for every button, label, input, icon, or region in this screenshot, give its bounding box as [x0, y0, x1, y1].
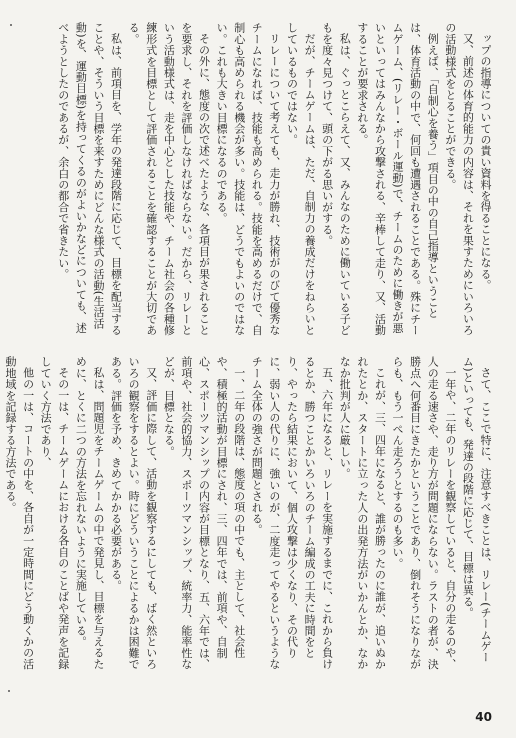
paragraph: これが、三、四年になると、誰が勝ったのに誰が、追いぬかれたとか、スタートに立った人の出発方法がいかんとか、なかなか批判が人に厳しい。 [338, 356, 387, 670]
paragraph: リレーについて考えても、走力が勝れ、技術がのびて優秀なチームになれば、技能も高められる。技能を高めるだけで、自制心も高められる機会が多い。技能は、どうでもよいのではない。これも大きい目標になるのである。 [215, 22, 281, 336]
page-number: 40 [475, 710, 492, 724]
paragraph: 五、六年になると、リレーを実施するまでに、これから負けるとか、勝つことかいろいろのチーム編成の工夫に時間をとり、やったら結果において、個人攻撃は少くなり、その代りに、弱い人の代りに、強いのが、二度走ってやるというようなチーム全体の強さが問題とされる。 [250, 356, 334, 670]
paragraph: 私は、前項目を、学年の発達段階に応じて、目標を配当することや、そういう目標を来すためにどんな様式の活動(生活活動)を、運動目標)を持ってくるのがよいかなどについても、述べようとしたのであるが、余白の都合で省きたい。 [56, 22, 123, 336]
paragraph: 他の一は、コートの中を、各自が一定時間にどう動くかの活動地域を記録する方法である。 [3, 356, 35, 670]
paragraph: 又、前述の体育的能力の内容は、それを果すためにいろいろの活動様式をとることができる。 [443, 22, 475, 336]
paragraph: ップの指導についての貴い資料を得ることになる。 [479, 33, 492, 291]
paragraph: 私は、問題児をチームゲームの中で発見し、目標を与えるために、とくに二つの方法を忘れないように実施している。 [74, 356, 105, 670]
paragraph: だが、チームゲームは、ただ、自制力の養成だけをねらいとしているものではない。 [285, 22, 317, 336]
top-text-block [30, 22, 494, 340]
paragraph: その外に、態度の次で述べたような、各項目が果されることを要求し、それを評価しなければならない。だから、リレーという活動様式は、走を中心とした技能や、チーム社会の各種修練形式を目標として評価されることを確認することが大切である。 [127, 22, 211, 336]
paragraph: 一、二年の段階は、態度の項の中でも、主として、社会性や、積極的活動が目標にされ、三、四年では、前項や、自制心、スポーツマンシップの内容が目標となり、五、六年では、前項や、社会的協力、スポーツマンシップ、統率力、能率性などが、目標となる。 [162, 356, 246, 670]
paragraph: 又、評価に際して、活動を観察するにしても、ばく然といろいろの観察をするとよい。時にどういうことによるかは困難である。評価を予め、きめてかかる必要がある。 [109, 356, 158, 670]
paragraph: さて、ここで特に、注意すべきことは、リレー(チームゲーム)といっても、発達の段階に応じて、目標は異る。 [461, 356, 492, 663]
paragraph: 一年や、二年のリレーを観察していると、自分の走るのや、人の走る速さや、走り方が問題にならない。ラストの者が、決勝点へ何番目にきたかということであり、倒れそうになりながらも、もう一ぺん走ろうとするのも多い。 [391, 356, 457, 670]
paragraph: 例えば、「自制心を養う」項目の中の自己指導ということは、体育活動の中で、何回も遭遇されることである。殊にチームゲーム、(リレー・ボール運動)で、チームのために働きが悪いといってはみんなから攻撃される、辛棒して走り、又、活動することが要求される。 [355, 22, 440, 336]
scan-speck [8, 690, 10, 692]
paragraph: 私は、ぐっとこらえて、又、みんなのために働いている子どもを度々見つけて、頭の下がる思いがする。 [320, 22, 352, 336]
bottom-text-block [3, 356, 494, 674]
paragraph: その一は、チームゲームにおける各自のことばや発声を記録していく方法であり、 [39, 356, 70, 670]
scan-speck [10, 24, 12, 26]
